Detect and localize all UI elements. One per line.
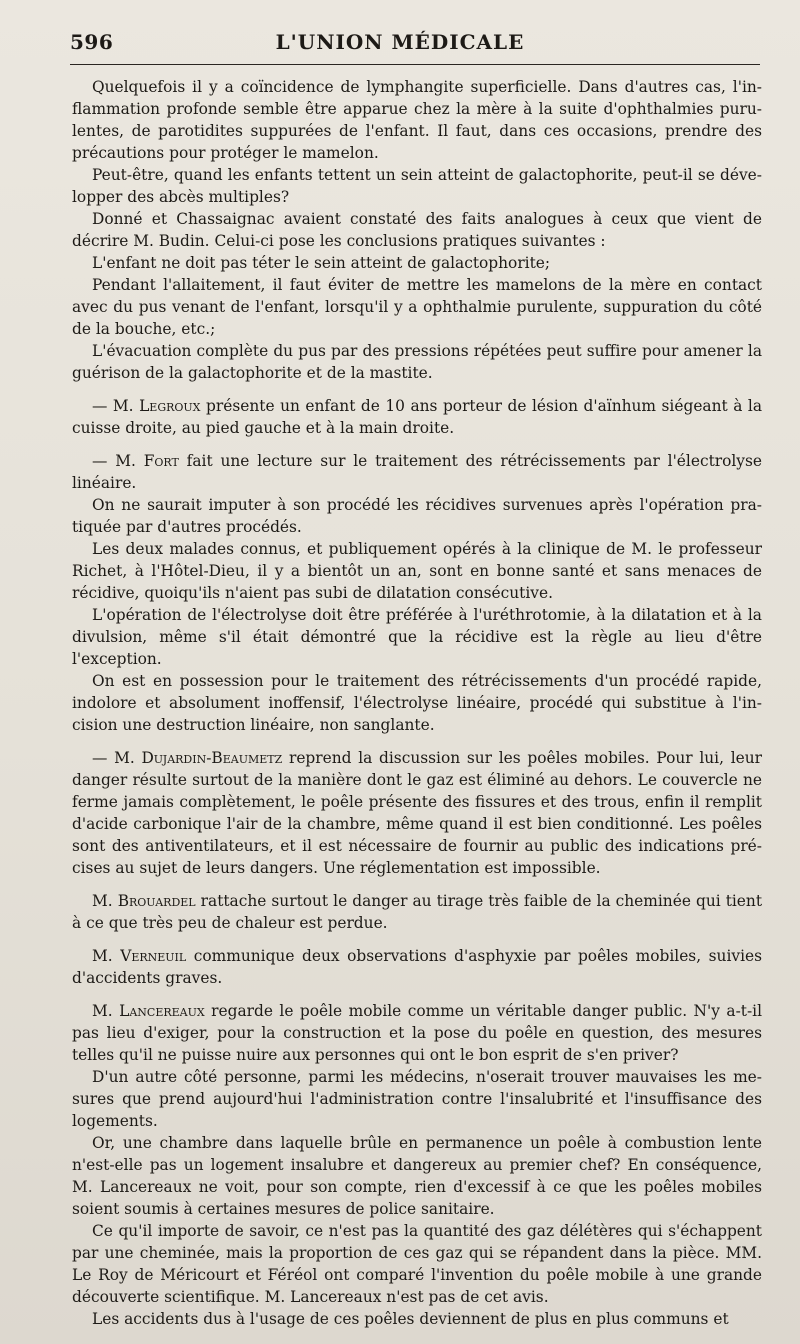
paragraph: On est en possession pour le traitement des rétrécissements d'un procédé rapide, indolore et absolument inoffensif, l'électrolyse linéaire, procédé qui substitue à l'incision une destruction linéaire, non sanglante.	[72, 672, 762, 734]
paragraph: Donné et Chassaignac avaient constaté des faits analogues à ceux que vient de décrire M. Budin. Celui-ci pose les conclusions pratiques suivantes :	[72, 210, 762, 250]
verneuil-paragraph	[72, 945, 762, 989]
paragraph: L'opération de l'électrolyse doit être préférée à l'uréthrotomie, à la dilatation et à la divulsion, même s'il était démontré que la récidive est la règle au lieu d'être l'exception.	[72, 606, 762, 668]
speaker-text: regarde le poêle mobile comme un véritable danger public. N'y a-t-il pas lieu d'exiger, pour la construction et la pose du poêle en question, des mesures telles qu'il ne puisse nuire aux personnes qui ont le bon esprit de s'en priver?	[72, 1002, 762, 1064]
speaker-text: reprend la discussion sur les poêles mobiles. Pour lui, leur danger résulte surtout de la manière dont le gaz est éliminé au dehors. Le couvercle ne ferme jamais complètement, le poêle présente des fissures et des trous, enfin il remplit d'acide carbonique l'air de la chambre, même quand il est bien conditionné. Les poêles sont des antiventilateurs, et il est nécessaire de fournir au public des indications précises au sujet de leurs dangers. Une réglementation est impossible.	[72, 749, 763, 877]
brouardel-paragraph	[72, 890, 762, 934]
speaker-text: présente un enfant de 10 ans porteur de lésion d'aïnhum siégeant à la cuisse droite, au pied gauche et à la main droite.	[72, 397, 762, 437]
lancereaux-paragraph	[72, 1000, 762, 1066]
page-number: 596	[70, 30, 114, 54]
speaker-text: rattache surtout le danger au tirage très faible de la cheminée qui tient à ce que très peu de chaleur est perdue.	[72, 892, 763, 932]
paragraph: L'évacuation complète du pus par des pressions répétées peut suffire pour amener la guérison de la galactophorite et de la mastite.	[72, 342, 762, 382]
speaker-lead: M.	[92, 1002, 120, 1020]
fort-paragraph	[72, 450, 762, 494]
speaker-name: Dujardin-Beaumetz	[141, 749, 283, 767]
paragraph: Quelquefois il y a coïncidence de lymphangite superficielle. Dans d'autres cas, l'inflammation profonde semble être apparue chez la mère à la suite d'ophthalmies purulentes, de parotidites suppurées de l'enfant. Il faut, dans ces occasions, prendre des précautions pour protéger le mamelon.	[72, 78, 762, 162]
speaker-name: Lancereaux	[119, 1002, 205, 1020]
speaker-lead: — M.	[92, 749, 142, 767]
paragraph: Or, une chambre dans laquelle brûle en permanence un poêle à combustion lente n'est-elle pas un logement insalubre et dangereux au premier chef? En conséquence, M. Lancereaux ne voit, pour son compte, rien d'excessif à ce que les poêles mobiles soient soumis à certaines mesures de police sanitaire.	[72, 1134, 762, 1218]
page-header	[0, 22, 800, 58]
speaker-name: Legroux	[139, 397, 201, 415]
speaker-name: Brouardel	[117, 892, 196, 910]
paragraph: Peut-être, quand les enfants tettent un sein atteint de galactophorite, peut-il se développer des abcès multiples?	[72, 166, 762, 206]
speaker-name: Verneuil	[120, 947, 187, 965]
speaker-text: fait une lecture sur le traitement des rétrécissements par l'électrolyse linéaire.	[72, 452, 762, 492]
paragraph: L'enfant ne doit pas téter le sein atteint de galactophorite;	[92, 254, 551, 272]
running-head: L'UNION MÉDICALE	[275, 30, 525, 54]
paragraph: Les accidents dus à l'usage de ces poêles deviennent de plus en plus communs et	[92, 1310, 729, 1328]
header-rule	[70, 64, 760, 65]
speaker-lead: — M.	[92, 397, 140, 415]
paragraph: D'un autre côté personne, parmi les médecins, n'oserait trouver mauvaises les mesures que prend aujourd'hui l'administration contre l'insalubrité et l'insuffisance des logements.	[72, 1068, 762, 1130]
speaker-lead: M.	[92, 892, 118, 910]
speaker-text: communique deux observations d'asphyxie par poêles mobiles, suivies d'accidents graves.	[72, 947, 762, 987]
paragraph: Ce qu'il importe de savoir, ce n'est pas la quantité des gaz délétères qui s'échappent par une cheminée, mais la proportion de ces gaz qui se répandent dans la pièce. MM. Le Roy de Méricourt et Féréol ont comparé l'invention du poêle mobile à une grande découverte scientifique. M. Lancereaux n'est pas de cet avis.	[72, 1222, 762, 1306]
speaker-name: Fort	[143, 452, 179, 470]
paragraph: On ne saurait imputer à son procédé les récidives survenues après l'opération pratiquée par d'autres procédés.	[72, 496, 762, 536]
paragraph: Pendant l'allaitement, il faut éviter de mettre les mamelons de la mère en contact avec du pus venant de l'enfant, lorsqu'il y a ophthalmie purulente, suppuration du côté de la bouche, etc.;	[72, 276, 762, 338]
speaker-lead: — M.	[92, 452, 144, 470]
article-body	[72, 76, 762, 1330]
legroux-paragraph	[72, 395, 762, 439]
speaker-lead: M.	[92, 947, 121, 965]
dujardin-paragraph	[72, 747, 762, 879]
paragraph: Les deux malades connus, et publiquement opérés à la clinique de M. le professeur Richet, à l'Hôtel-Dieu, il y a bientôt un an, sont en bonne santé et sans menaces de récidive, quoiqu'ils n'aient pas subi de dilatation consécutive.	[72, 540, 762, 602]
